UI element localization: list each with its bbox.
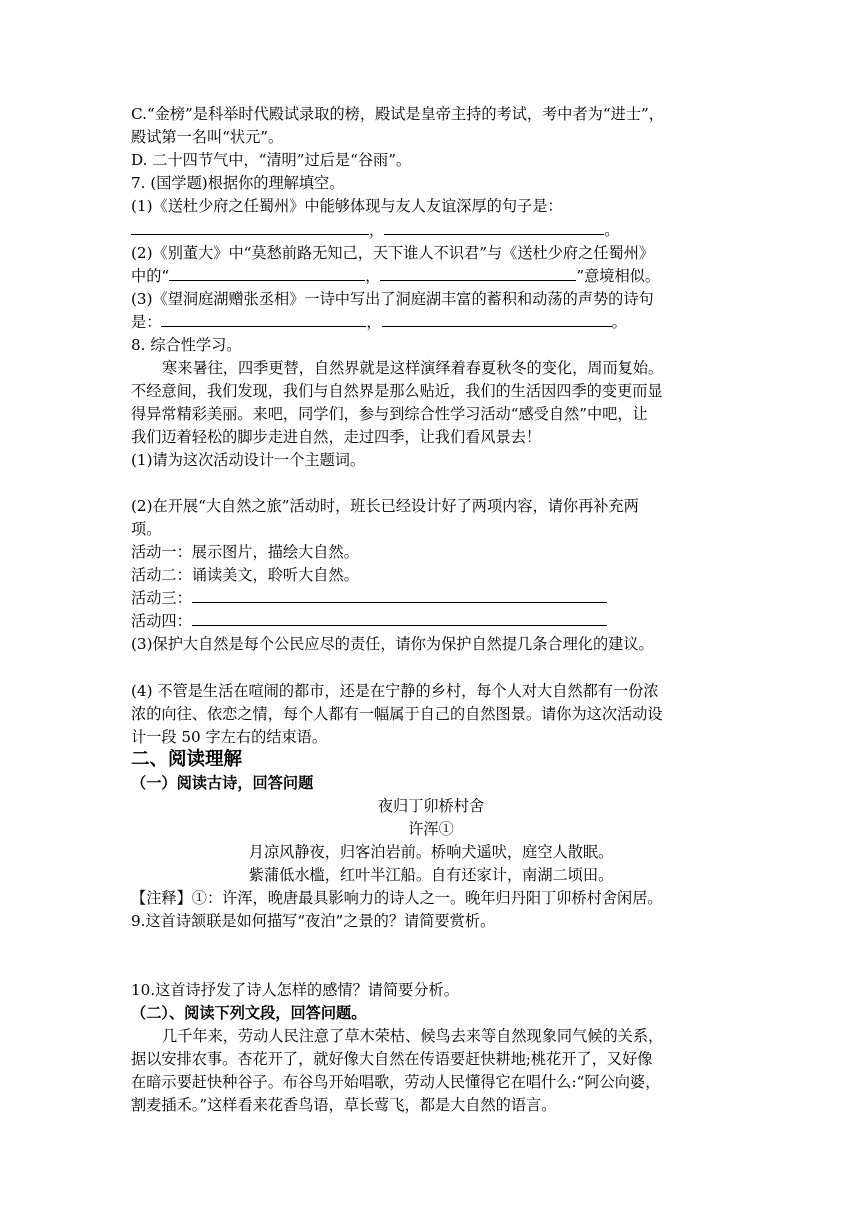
activity-two: 活动二：诵读美文，聆听大自然。 [131, 566, 359, 584]
period: 。 [611, 313, 627, 331]
question-10: 10.这首诗抒发了诗人怎样的感情？请简要分析。 [131, 981, 459, 999]
activity-three-label: 活动三： [131, 589, 192, 607]
activity-one: 活动一：展示图片，描绘大自然。 [131, 543, 359, 561]
poem-line-2: 紫蒲低水槛，红叶半江船。自有还家计，南湖二顷田。 [248, 866, 614, 884]
q7-title: 7. (国学题)根据你的理解填空。 [131, 174, 345, 192]
poem-line-1: 月凉风静夜，归客泊岩前。桥响犬遥吠，庭空人散眠。 [248, 843, 614, 861]
q7-part2-prefix: 中的“ [131, 267, 170, 285]
answer-blank[interactable] [192, 588, 607, 603]
comma: ， [369, 221, 385, 239]
poem-title: 夜归丁卯桥村舍 [377, 797, 485, 815]
comma: ， [365, 267, 381, 285]
activity-four [131, 610, 731, 632]
answer-blank[interactable] [384, 220, 604, 235]
q7-part1-text: (1)《送杜少府之任蜀州》中能够体现与友人友谊深厚的句子是： [131, 197, 563, 215]
q8-sub4-line1: (4) 不管是生活在喧闹的都市，还是在宁静的乡村，每个人对大自然都有一份浓 [131, 682, 659, 700]
poem-author: 许浑① [408, 820, 454, 838]
period: 。 [604, 221, 620, 239]
q7-part1-blanks [131, 219, 731, 241]
activity-four-label: 活动四： [131, 612, 192, 630]
q6-option-c-line2: 殿试第一名叫“状元”。 [131, 128, 284, 146]
reading-line-4: 割麦插禾。”这样看来花香鸟语，草长莺飞，都是大自然的语言。 [131, 1096, 557, 1114]
subsection-heading-poem: （一）阅读古诗，回答问题 [131, 774, 314, 792]
question-9: 9.这首诗颔联是如何描写“夜泊”之景的？请简要赏析。 [131, 912, 496, 930]
answer-blank[interactable] [382, 312, 612, 327]
q7-part3-line2 [131, 311, 731, 333]
answer-blank[interactable] [161, 312, 366, 327]
answer-blank[interactable] [131, 220, 369, 235]
q8-sub2-line2: 项。 [131, 520, 162, 538]
q8-sub3: (3)保护大自然是每个公民应尽的责任，请你为保护自然提几条合理化的建议。 [131, 635, 654, 653]
q7-part2-line1: (2)《别董大》中“莫愁前路无知己，天下谁人不识君”与《送杜少府之任蜀州》 [131, 244, 655, 262]
q8-sub4-line3: 计一段 50 字左右的结束语。 [131, 728, 328, 746]
q6-option-d: D. 二十四节气中，“清明”过后是“谷雨”。 [131, 151, 412, 169]
reading-line-3: 在暗示要赶快种谷子。布谷鸟开始唱歌，劳动人民懂得它在唱什么:“阿公向婆， [131, 1073, 661, 1091]
q8-sub1: (1)请为这次活动设计一个主题词。 [131, 451, 366, 469]
answer-blank[interactable] [192, 611, 607, 626]
reading-line-2: 据以安排农事。杏花开了，就好像大自然在传语要赶快耕地;桃花开了，又好像 [131, 1050, 653, 1068]
answer-blank[interactable] [380, 266, 576, 281]
q8-sub2-line1: (2)在开展“大自然之旅”活动时，班长已经设计好了两项内容，请你再补充两 [131, 497, 639, 515]
q8-intro-line4: 我们迈着轻松的脚步走进自然，走过四季，让我们看风景去！ [131, 428, 542, 446]
q7-part2-line2 [131, 265, 731, 287]
comma: ， [366, 313, 382, 331]
subsection-heading-reading: （二）、阅读下列文段，回答问题。 [131, 1004, 367, 1022]
poem-annotation: 【注释】①：许浑，晚唐最具影响力的诗人之一。晚年归丹阳丁卯桥村舍闲居。 [131, 889, 663, 907]
q8-intro-line3: 得异常精彩美丽。来吧，同学们，参与到综合性学习活动“感受自然”中吧，让 [131, 405, 648, 423]
q8-intro-line2: 不经意间，我们发现，我们与自然界是那么贴近，我们的生活因四季的变更而显 [131, 382, 663, 400]
reading-line-1: 几千年来，劳动人民注意了草木荣枯、候鸟去来等自然现象同气候的关系， [162, 1027, 664, 1045]
section-heading: 二、阅读理解 [131, 749, 243, 770]
answer-blank[interactable] [169, 266, 365, 281]
q7-part3-prefix: 是： [131, 313, 162, 331]
activity-three [131, 587, 731, 609]
q7-part3-line1: (3)《望洞庭湖赠张丞相》一诗中写出了洞庭湖丰富的蓄积和动荡的声势的诗句 [131, 290, 654, 308]
q7-part2-suffix: ”意境相似。 [576, 267, 661, 285]
q8-title: 8. 综合性学习。 [131, 336, 242, 354]
q8-intro-line1: 寒来暑往，四季更替，自然界就是这样演绎着春夏秋冬的变化，周而复始。 [162, 359, 664, 377]
q7-part1-prompt [131, 195, 731, 217]
q6-option-c-line1: C.“金榜”是科举时代殿试录取的榜，殿试是皇帝主持的考试，考中者为“进士”， [131, 105, 664, 123]
q8-sub4-line2: 浓的向往、依恋之情，每个人都有一幅属于自己的自然图景。请你为这次活动设 [131, 705, 663, 723]
